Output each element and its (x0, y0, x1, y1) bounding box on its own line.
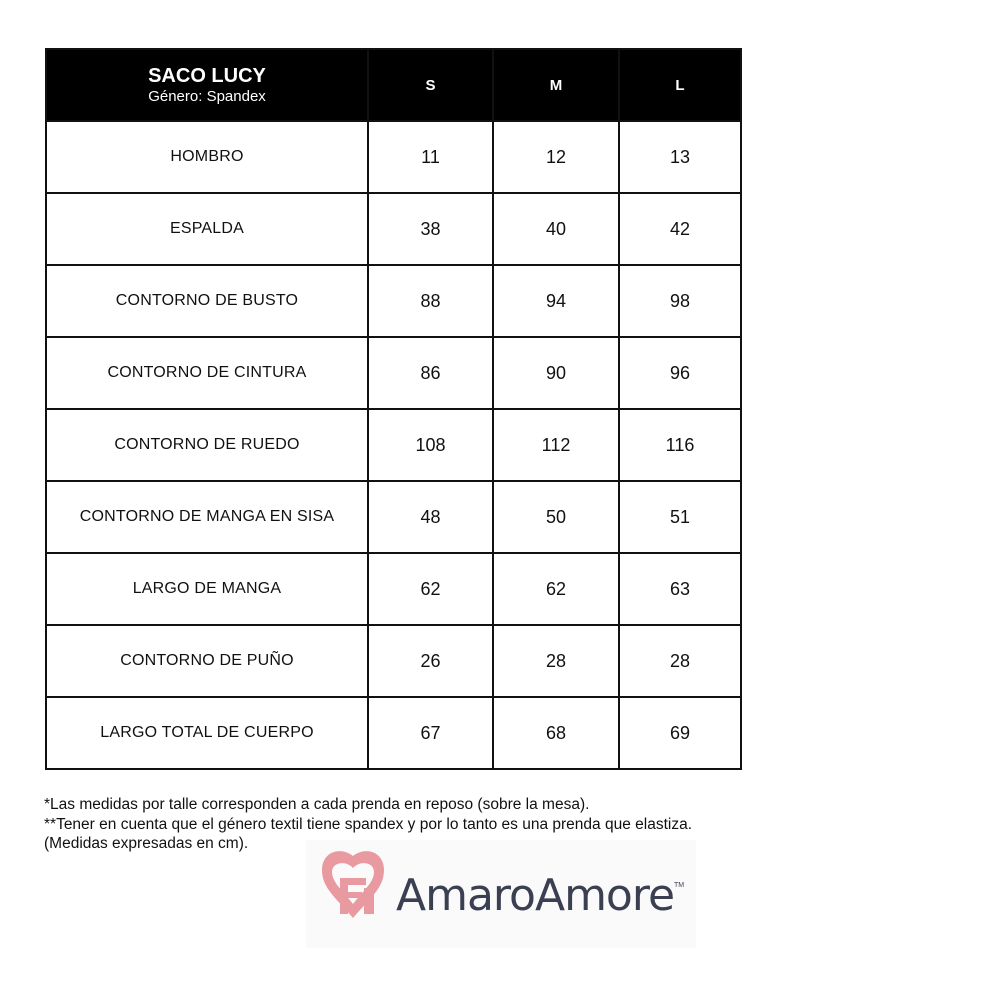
measurement-label: CONTORNO DE BUSTO (46, 265, 368, 337)
table-row (46, 409, 741, 481)
measurement-label: CONTORNO DE PUÑO (46, 625, 368, 697)
measurement-value-l: 63 (619, 553, 741, 625)
table-row (46, 337, 741, 409)
measurement-value-s: 86 (368, 337, 493, 409)
measurement-value-s: 38 (368, 193, 493, 265)
measurement-value-m: 12 (493, 121, 619, 193)
product-title-cell (46, 49, 368, 121)
table-header-row (46, 49, 741, 121)
measurement-label: CONTORNO DE MANGA EN SISA (46, 481, 368, 553)
measurement-label: LARGO TOTAL DE CUERPO (46, 697, 368, 769)
footnote-rest-measure: *Las medidas por talle corresponden a cada prenda en reposo (sobre la mesa). (44, 796, 590, 813)
table-row (46, 121, 741, 193)
measurement-value-l: 42 (619, 193, 741, 265)
measurement-label: CONTORNO DE CINTURA (46, 337, 368, 409)
measurement-value-m: 112 (493, 409, 619, 481)
brand-name: AmaroAmore (396, 870, 675, 921)
footnote-units: (Medidas expresadas en cm). (44, 835, 249, 852)
measurement-value-s: 62 (368, 553, 493, 625)
measurement-value-s: 108 (368, 409, 493, 481)
table-row (46, 697, 741, 769)
measurement-label: HOMBRO (46, 121, 368, 193)
measurement-value-s: 88 (368, 265, 493, 337)
measurement-value-l: 96 (619, 337, 741, 409)
measurement-value-m: 90 (493, 337, 619, 409)
size-header-l: L (619, 49, 741, 121)
heart-monogram-icon (318, 848, 388, 928)
product-title: SACO LUCY (148, 65, 266, 87)
fabric-subtitle: Género: Spandex (148, 88, 266, 105)
measurement-value-s: 26 (368, 625, 493, 697)
measurement-value-s: 67 (368, 697, 493, 769)
table-row (46, 625, 741, 697)
measurement-value-l: 51 (619, 481, 741, 553)
table-row (46, 481, 741, 553)
size-header-m: M (493, 49, 619, 121)
measurement-label: ESPALDA (46, 193, 368, 265)
size-header-s: S (368, 49, 493, 121)
table-row (46, 193, 741, 265)
measurement-value-m: 62 (493, 553, 619, 625)
table-row (46, 265, 741, 337)
measurement-value-m: 40 (493, 193, 619, 265)
measurement-value-l: 116 (619, 409, 741, 481)
trademark-mark: TM (674, 882, 685, 889)
measurement-label: LARGO DE MANGA (46, 553, 368, 625)
measurement-value-m: 94 (493, 265, 619, 337)
measurement-value-l: 13 (619, 121, 741, 193)
footnote-spandex: **Tener en cuenta que el género textil tiene spandex y por lo tanto es una prenda que elastiza. (44, 815, 693, 833)
size-chart-table (45, 48, 742, 770)
measurement-label: CONTORNO DE RUEDO (46, 409, 368, 481)
measurement-value-l: 69 (619, 697, 741, 769)
table-row (46, 553, 741, 625)
measurement-value-s: 11 (368, 121, 493, 193)
brand-logo (306, 840, 696, 948)
measurement-value-m: 28 (493, 625, 619, 697)
measurement-value-m: 50 (493, 481, 619, 553)
measurement-value-m: 68 (493, 697, 619, 769)
measurement-value-l: 98 (619, 265, 741, 337)
measurement-value-s: 48 (368, 481, 493, 553)
measurement-value-l: 28 (619, 625, 741, 697)
